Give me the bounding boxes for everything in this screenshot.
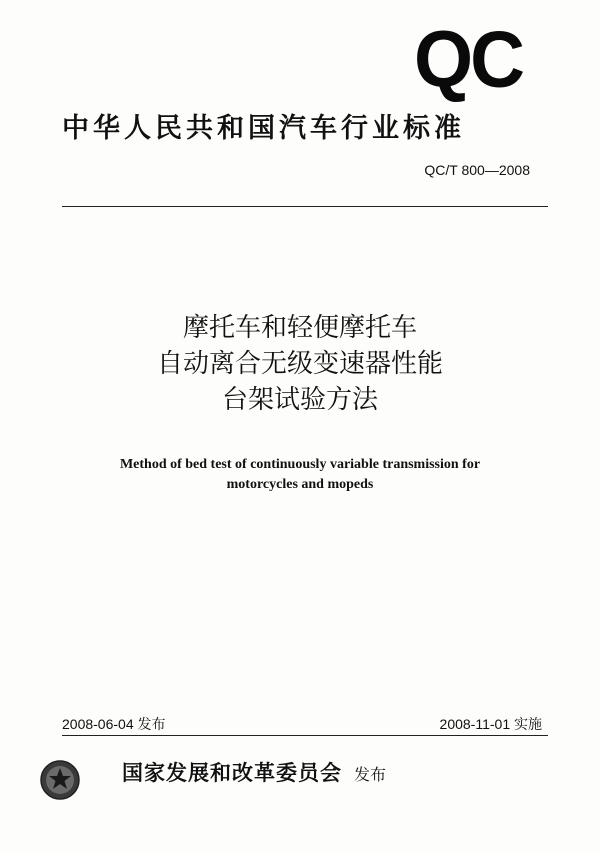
issuing-authority (122, 757, 386, 787)
english-title-line-1: Method of bed test of continuously variable transmission for (119, 457, 481, 472)
bottom-divider (62, 735, 548, 736)
implementation-date: 2008-11-01 实施 (439, 716, 542, 732)
english-title (90, 455, 510, 495)
national-emblem-icon (40, 760, 80, 800)
issue-date: 2008-06-04 发布 (62, 716, 166, 732)
issuer-name: 国家发展和改革委员会 (122, 760, 342, 785)
issuer-suffix: 发布 (354, 765, 387, 784)
chinese-title (0, 310, 600, 418)
chinese-title-line-2: 自动离合无级变速器性能 (156, 349, 443, 379)
top-divider (62, 206, 548, 207)
qc-logo: QC (414, 14, 522, 105)
english-title-line-2: motorcycles and mopeds (226, 477, 374, 492)
standard-code: QC/T 800—2008 (424, 162, 530, 178)
organization-title: 中华人民共和国汽车行业标准 (62, 113, 465, 144)
chinese-title-line-3: 台架试验方法 (221, 385, 378, 415)
chinese-title-line-1: 摩托车和轻便摩托车 (182, 313, 417, 343)
